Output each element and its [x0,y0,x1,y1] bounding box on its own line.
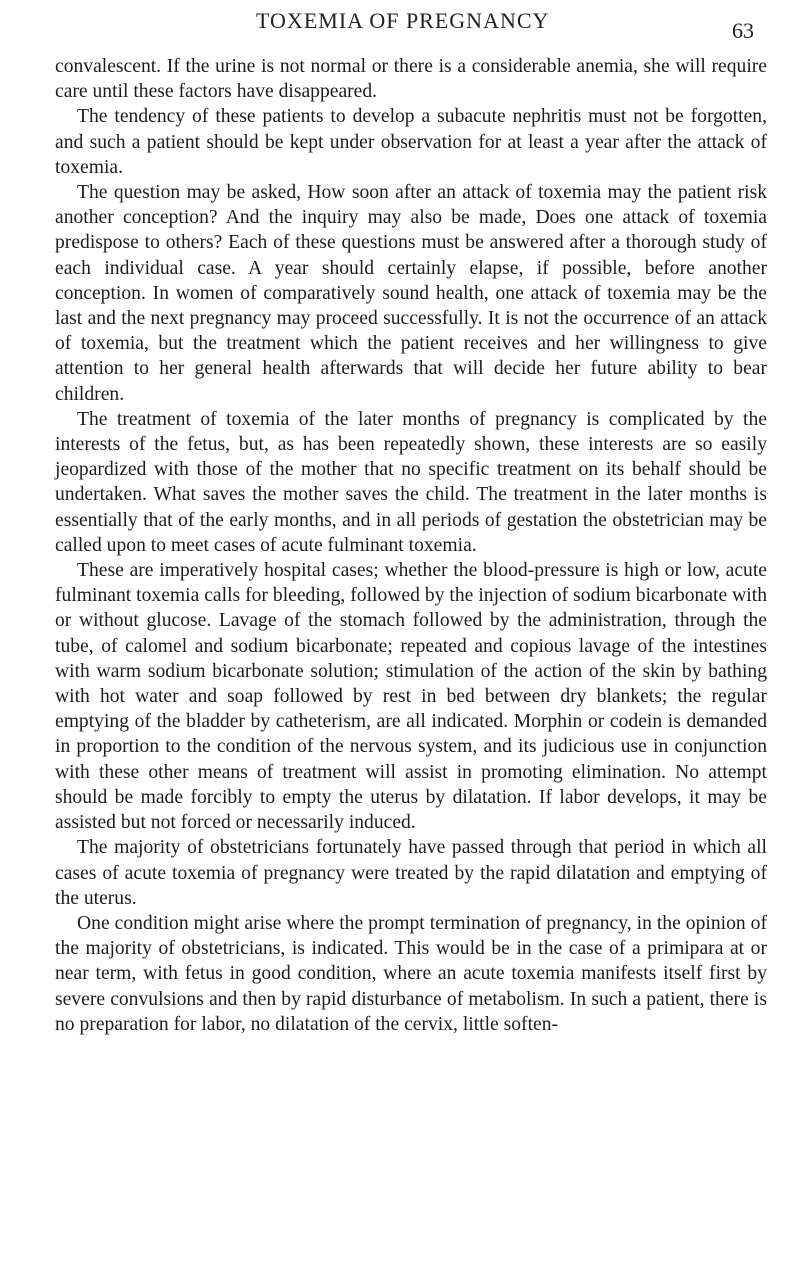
body-text [55,54,767,1037]
paragraph-nephritis: The tendency of these patients to develop a subacute nephritis must not be forgotten, and such a patient should be kept under observation for at least a year after the attack of toxemia. [55,106,767,178]
paragraph-later-months-treatment: The treatment of toxemia of the later months of pregnancy is complicated by the interests of the fetus, but, as has been repeatedly shown, these interests are so easily jeopardized with those of the mother that no specific treatment on its behalf should be undertaken. What saves the mother saves the child. The treatment in the later months is essentially that of the early months, and in all periods of gestation the obstetrician may be called upon to meet cases of acute fulminant toxemia. [55,408,767,556]
paragraph-termination-condition: One condition might arise where the prompt termination of pregnancy, in the opinion of the majority of obstetricians, is indicated. This would be in the case of a primipara at or near term, with fetus in good condition, where an acute toxemia manifests itself first by severe convulsions and then by rapid disturbance of metabolism. In such a patient, there is no preparation for labor, no dilatation of the cervix, little soften- [55,912,767,1035]
running-head [0,8,800,42]
paragraph-continuation: convalescent. If the urine is not normal or there is a considerable anemia, she will require care until these factors have disappeared. [55,56,767,103]
page-number: 63 [732,18,754,43]
paragraph-hospital-cases: These are imperatively hospital cases; whether the blood-pressure is high or low, acute fulminant toxemia calls for bleeding, followed by the injection of sodium bicarbonate with or without glucose. Lavage of the stomach followed by the administration, through the tube, of calomel and sodium bicarbonate; repeated and copious lavage of the intestines with warm sodium bicarbonate solution; stimulation of the action of the skin by bathing with hot water and soap followed by rest in bed between dry blankets; the regular emptying of the bladder by catheterism, are all indicated. Morphin or codein is demanded in proportion to the condition of the nervous system, and its judicious use in conjunction with these other means of treatment will assist in promoting elimination. No attempt should be made forcibly to empty the uterus by dilatation. If labor develops, it may be assisted but not forced or necessarily induced. [55,560,767,834]
running-title: TOXEMIA OF PREGNANCY [256,8,550,33]
paragraph-conception-question: The question may be asked, How soon after an attack of toxemia may the patient risk another conception? And the inquiry may also be made, Does one attack of toxemia predispose to others? Each of these questions must be answered after a thorough study of each individual case. A year should certainly elapse, if possible, before another conception. In women of comparatively sound health, one attack of toxemia may be the last and the next pregnancy may proceed successfully. It is not the occurrence of an attack of toxemia, but the treatment which the patient receives and her willingness to give attention to her general health afterwards that will decide her future ability to bear children. [55,182,767,405]
paragraph-rapid-dilatation: The majority of obstetricians fortunately have passed through that period in which all cases of acute toxemia of pregnancy were treated by the rapid dilatation and emptying of the uterus. [55,837,767,909]
